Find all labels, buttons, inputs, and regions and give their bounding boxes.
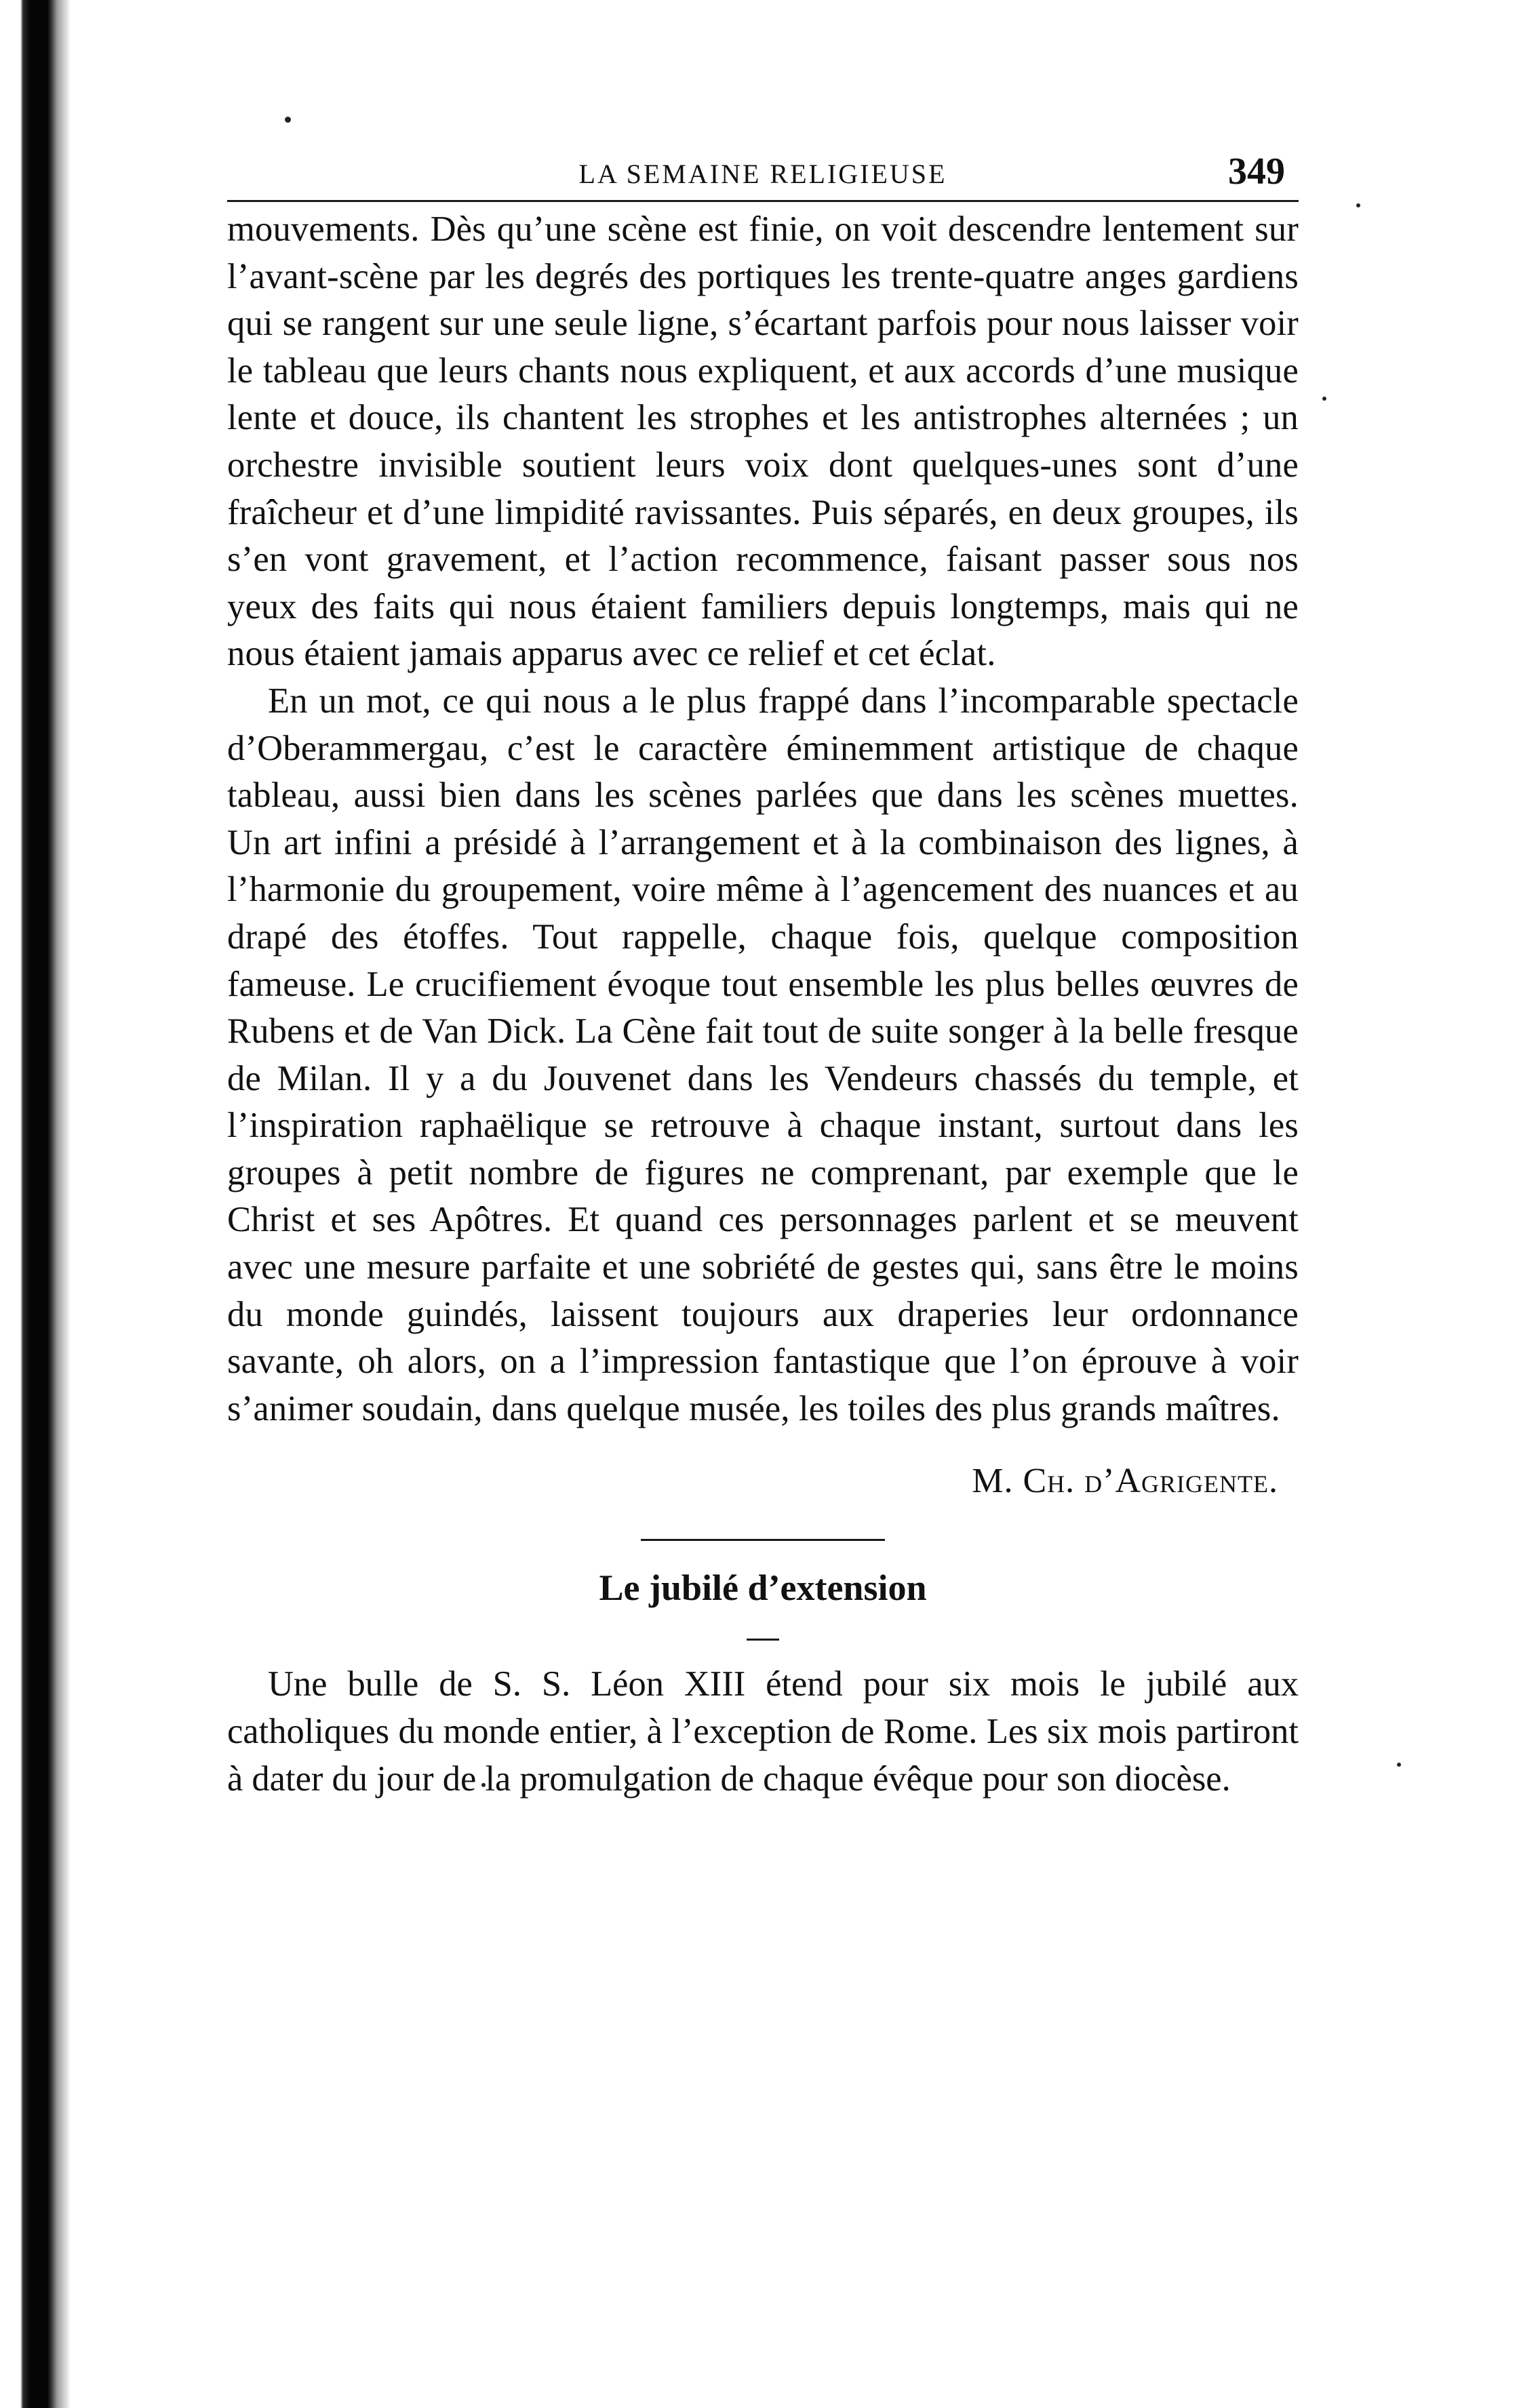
running-head xyxy=(227,146,1299,202)
section-paragraph: Une bulle de S. S. Léon XIII étend pour six mois le jubilé aux catholiques du monde entier, à l’exception de Rome. Les six mois partiront à dater du jour de la promulgation de chaque évêque pour son diocèse. xyxy=(227,1664,1299,1799)
heading-rule xyxy=(747,1639,779,1641)
article-signature: M. Ch. d’Agrigente. xyxy=(972,1462,1278,1501)
page-number: 349 xyxy=(1228,150,1285,193)
scan-speck xyxy=(1322,397,1326,401)
scan-speck xyxy=(1397,1763,1401,1767)
article-body xyxy=(227,206,1299,1432)
section-body xyxy=(227,1661,1299,1803)
scan-speck xyxy=(285,117,291,123)
scan-speck xyxy=(1356,203,1360,207)
book-page xyxy=(227,146,1299,2247)
scan-binding-edge xyxy=(0,0,80,2408)
section-divider xyxy=(641,1539,885,1541)
article-paragraph-continued: mouvements. Dès qu’une scène est finie, on voit descendre lentement sur l’avant-scène par les degrés des portiques les trente-quatre anges gardiens qui se rangent sur une seule ligne, s’écartant parfois pour nous laisser voir le tableau que leurs chants nous expliquent, et aux accords d’une musique lente et douce, ils chantent les strophes et les antistrophes alternées ; un orchestre invisible soutient leurs voix dont quelques-unes sont d’une fraîcheur et d’une limpidité ravissantes. Puis séparés, en deux groupes, ils s’en vont gravement, et l’action recommence, faisant passer sous nos yeux des faits qui nous étaient familiers depuis longtemps, mais qui ne nous étaient jamais apparus avec ce relief et cet éclat. xyxy=(227,209,1299,674)
running-title: LA SEMAINE RELIGIEUSE xyxy=(578,159,947,189)
section-heading: Le jubilé d’extension xyxy=(599,1567,927,1609)
article-paragraph: En un mot, ce qui nous a le plus frappé dans l’incomparable spectacle d’Oberammergau, c’est le caractère éminemment artistique de chaque tableau, aussi bien dans les scènes parlées que dans les scènes muettes. Un art infini a présidé à l’arrangement et à la combinaison des lignes, à l’harmonie du groupement, voire même à l’agencement des nuances et au drapé des étoffes. Tout rappelle, chaque fois, quelque composition fameuse. Le crucifiement évoque tout ensemble les plus belles œuvres de Rubens et de Van Dick. La Cène fait tout de suite songer à la belle fresque de Milan. Il y a du Jouvenet dans les Vendeurs chassés du temple, et l’inspiration raphaëlique se retrouve à chaque instant, surtout dans les groupes à petit nombre de figures ne comprenant, par exemple que le Christ et ses Apôtres. Et quand ces personnages parlent et se meuvent avec une mesure parfaite et une sobriété de gestes qui, sans être le moins du monde guindés, laissent toujours aux draperies leur ordonnance savante, oh alors, on a l’impression fantastique que l’on éprouve à voir s’animer soudain, dans quelque musée, les toiles des plus grands maîtres. xyxy=(227,681,1299,1428)
